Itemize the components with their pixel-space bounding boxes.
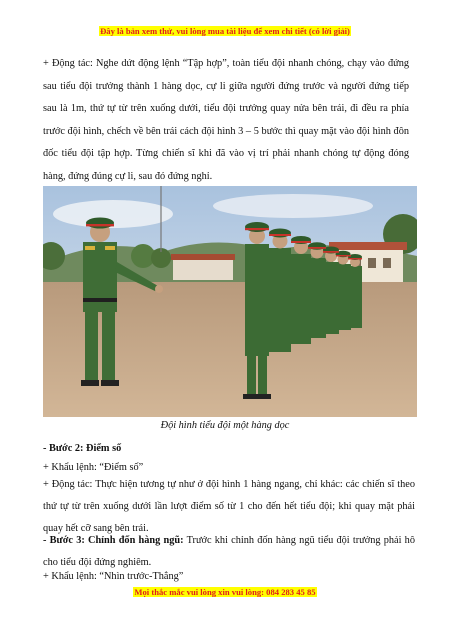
step3-command: + Khẩu lệnh: “Nhìn trước-Thẳng” (43, 571, 184, 582)
contact-banner-text: Mọi thắc mắc vui lòng xin vui lòng: 084 283 45 85 (134, 587, 316, 597)
preview-banner-text: Đây là bản xem thử, vui lòng mua tài liệu để xem chi tiết (có lời giải) (100, 26, 350, 36)
step3-paragraph (43, 530, 415, 574)
step3-text: Trước khi chỉnh đốn hàng ngũ tiểu đội trưởng phải hô cho tiểu đội đứng nghiêm. (43, 535, 415, 569)
step2-action: + Động tác: Thực hiện tương tự như ở đội hình 1 hàng ngang, chỉ khác: các chiến sĩ theo thứ tự từ trên xuống dưới lần lượt điểm số từ 1 cho đến hết tiểu đội; khi quay mặt phải quay hết cỡ sang bên trái. (43, 479, 415, 535)
step3-title: - Bước 3: Chỉnh đốn hàng ngũ: (43, 535, 184, 546)
photo-caption: Đội hình tiểu đội một hàng dọc (160, 420, 290, 431)
paragraph-assembly-action: + Động tác: Nghe dứt động lệnh “Tập hợp”, toàn tiểu đội nhanh chóng, chạy vào đứng sau tiểu đội trưởng thành 1 hàng dọc, cự li giữa người đứng trước và người đứng tiếp sau là 1m, thứ tự từ trên xuống dưới, tiểu đội trưởng quay nửa bên trái, đi đều ra phía trước đội hình, chếch về bên trái cách đội hình 3 – 5 bước thì quay mặt vào đội hình đôn đốc tiểu đội tập hợp. Từng chiến sĩ khi đã vào vị trí phải nhanh chóng tự động đóng hàng, đứng đúng cự li, sau đó đứng nghỉ. (43, 58, 409, 182)
preview-banner (0, 26, 450, 36)
step2-title: - Bước 2: Điểm số (43, 443, 122, 454)
step2-command: + Khẩu lệnh: “Điểm số” (43, 462, 144, 473)
contact-banner (0, 587, 450, 597)
formation-photo (43, 186, 417, 417)
